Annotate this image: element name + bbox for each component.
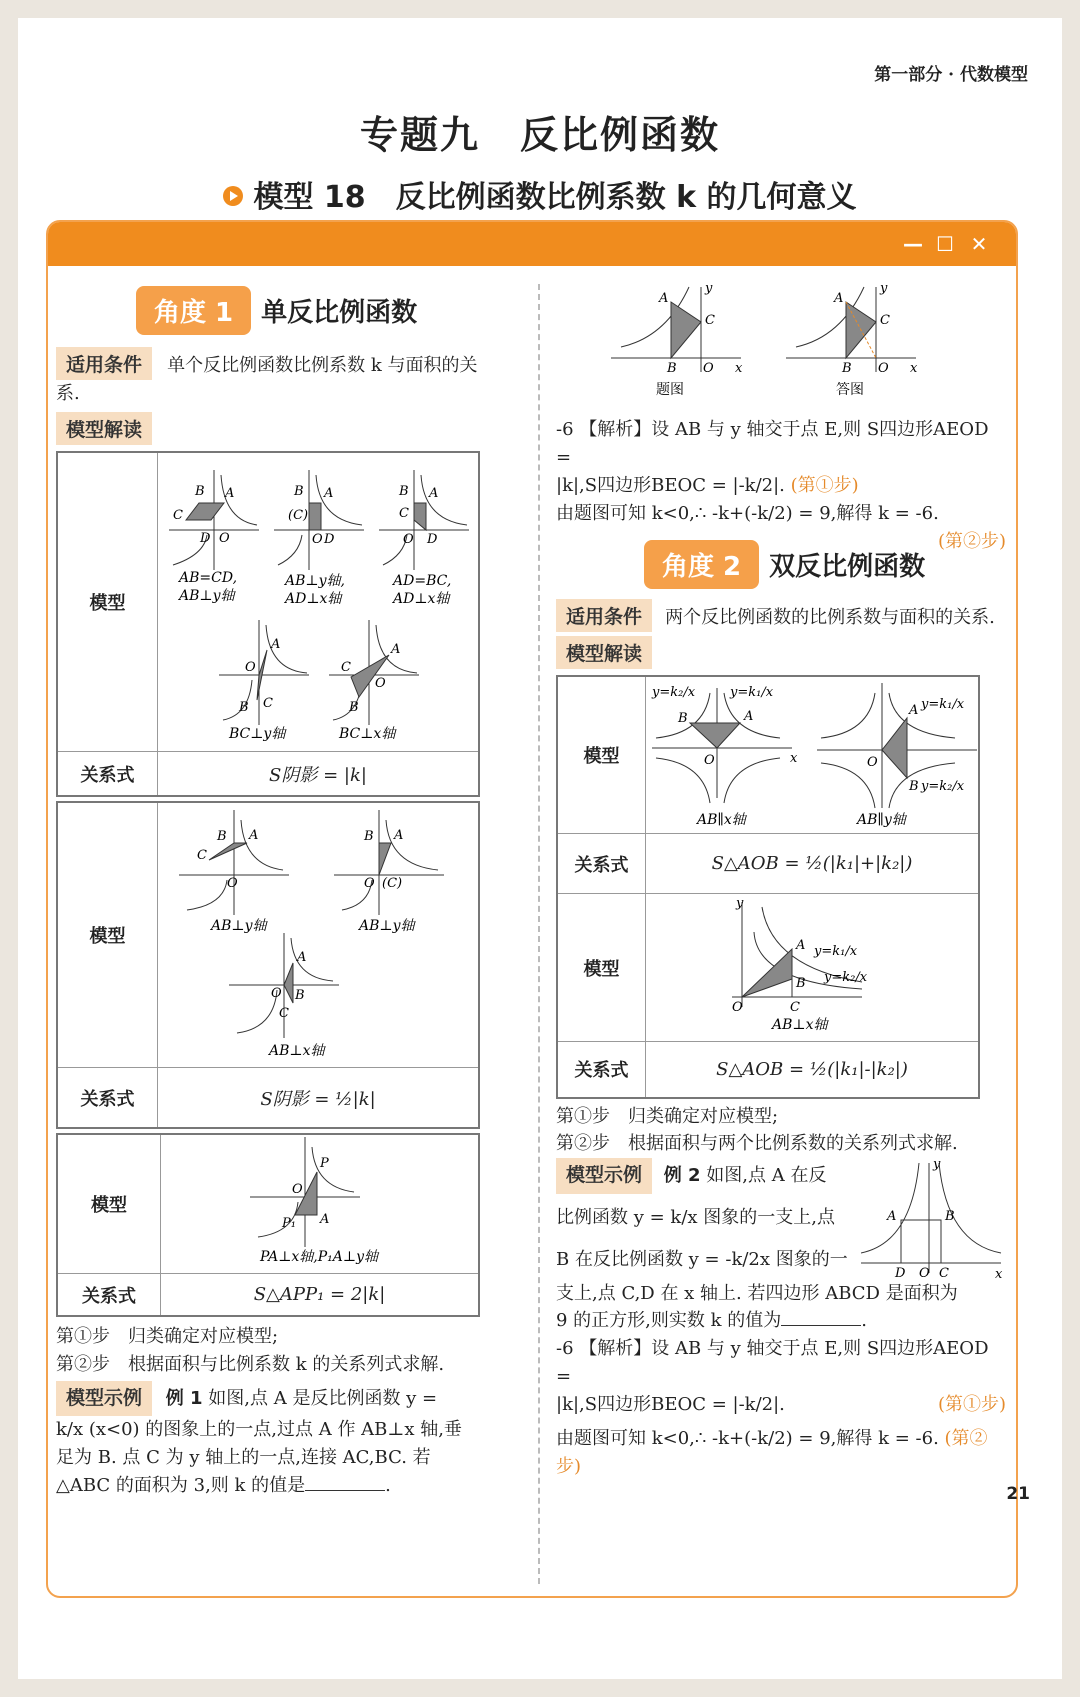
figure-caption: 答图 bbox=[836, 382, 864, 398]
row-header: 关系式 bbox=[57, 1274, 161, 1316]
condition-text: 两个反比例函数的比例系数与面积的关系. bbox=[665, 606, 995, 628]
example-number: 例 2 bbox=[663, 1165, 701, 1187]
svg-text:B: B bbox=[349, 700, 359, 716]
solution-line: |k|,S四边形BEOC = |-k/2|. bbox=[556, 1394, 785, 1416]
svg-text:B: B bbox=[945, 1209, 955, 1225]
caption: AB⊥y轴 bbox=[211, 918, 267, 935]
svg-text:C: C bbox=[939, 1266, 949, 1282]
svg-text:AB⊥y轴, bbox=[283, 573, 345, 589]
angle-1-title: 单反比例函数 bbox=[261, 298, 418, 328]
model-graphs-1 bbox=[159, 455, 477, 745]
example-text: k/x (x<0) 的图象上的一点,过点 A 作 AB⊥x 轴,垂 bbox=[56, 1419, 462, 1441]
svg-text:B: B bbox=[294, 484, 304, 500]
step-1: 第①步 归类确定对应模型; bbox=[56, 1325, 279, 1347]
row-header: 关系式 bbox=[57, 752, 158, 796]
caption: AB∥y轴 bbox=[857, 811, 906, 828]
window-titlebar bbox=[48, 222, 1016, 266]
svg-text:O: O bbox=[364, 876, 375, 892]
column-divider bbox=[538, 284, 540, 1584]
svg-text:AB⊥y轴 bbox=[357, 918, 416, 934]
svg-text:y=k₁/x: y=k₁/x bbox=[730, 684, 774, 700]
svg-text:O: O bbox=[878, 361, 889, 376]
svg-text:B: B bbox=[796, 975, 806, 991]
svg-text:AD=BC, bbox=[391, 573, 451, 589]
svg-text:A: A bbox=[744, 708, 754, 724]
angle-2-title: 双反比例函数 bbox=[769, 551, 926, 582]
row-header: 模型 bbox=[57, 452, 158, 752]
svg-text:C: C bbox=[197, 848, 207, 864]
caption: AD⊥x轴 bbox=[393, 591, 450, 608]
svg-text:题图 bbox=[656, 382, 684, 398]
svg-text:BC⊥y轴 bbox=[228, 726, 287, 742]
solution-1 bbox=[556, 416, 1006, 552]
relation-5: S△AOB = ½(|k₁|-|k₂|) bbox=[646, 1042, 980, 1098]
svg-text:A: A bbox=[834, 291, 844, 306]
svg-text:O: O bbox=[271, 986, 282, 1002]
svg-text:(C): (C) bbox=[288, 508, 309, 524]
relation-2: S阴影 = ½|k| bbox=[158, 1068, 480, 1128]
example-2-more: 支上,点 C,D 在 x 轴上. 若四边形 ABCD 是面积为 9 的正方形,则实数 k 的值为 . -6 【解析】设 AB 与 y 轴交于点 E,则 S四边形AEOD = |k|,S四边形BEOC = |-k/2|. (第①步) 由题图可知 k<0,∴ -k+(-k/2) = 9,解得 k = -6. (第②步) bbox=[556, 1280, 1006, 1481]
play-icon bbox=[223, 186, 243, 206]
svg-text:D: D bbox=[427, 532, 438, 548]
svg-text:B: B bbox=[364, 829, 374, 845]
step-marker: (第①步) bbox=[937, 1394, 1006, 1416]
step-marker: (第①步) bbox=[790, 474, 859, 496]
svg-text:B: B bbox=[678, 710, 688, 726]
caption: AD⊥x轴 bbox=[285, 591, 342, 608]
svg-text:A: A bbox=[225, 486, 235, 502]
solution-line: -6 【解析】设 AB 与 y 轴交于点 E,则 S四边形AEOD = bbox=[556, 1338, 989, 1388]
condition-text: 单个反比例函数比例系数 k 与面积的关系. bbox=[56, 355, 478, 404]
svg-text:B: B bbox=[195, 484, 205, 500]
svg-text:x: x bbox=[735, 361, 743, 376]
caption: AD=BC, bbox=[393, 573, 452, 590]
example-2 bbox=[556, 1158, 1006, 1480]
example-text: 如图,点 A 是反比例函数 y = bbox=[208, 1387, 438, 1409]
solution-line: 由题图可知 k<0,∴ -k+(-k/2) = 9,解得 k = -6. bbox=[556, 502, 939, 524]
svg-text:O: O bbox=[291, 1182, 303, 1198]
svg-text:x: x bbox=[790, 750, 798, 766]
svg-text:y=k₁/x: y=k₁/x bbox=[814, 943, 858, 959]
step-marker: (第②步) bbox=[937, 530, 1006, 552]
solution-line: |k|,S四边形BEOC = |-k/2|. bbox=[556, 474, 785, 496]
angle-2-tag: 角度 2 bbox=[644, 540, 759, 589]
svg-text:A: A bbox=[297, 950, 307, 966]
svg-text:O: O bbox=[732, 999, 743, 1015]
row-header: 模型 bbox=[57, 1134, 161, 1274]
step-2: 第②步 根据面积与两个比例系数的关系列式求解. bbox=[556, 1133, 958, 1155]
model-figures-2 bbox=[158, 802, 480, 1068]
model-table-4 bbox=[556, 675, 980, 1099]
svg-text:y=k₂/x: y=k₂/x bbox=[824, 969, 868, 985]
svg-text:P₁: P₁ bbox=[281, 1216, 296, 1232]
svg-text:O: O bbox=[227, 876, 238, 892]
right-column bbox=[556, 282, 1006, 1481]
model-figures-4 bbox=[646, 676, 980, 834]
svg-text:B: B bbox=[909, 778, 919, 794]
svg-text:y=k₁/x: y=k₁/x bbox=[921, 696, 965, 712]
model-table-3 bbox=[56, 1133, 480, 1317]
svg-text:C: C bbox=[341, 660, 351, 676]
left-steps bbox=[56, 1323, 486, 1379]
example-label: 模型示例 bbox=[56, 1381, 152, 1416]
example-text: 足为 B. 点 C 为 y 轴上的一点,连接 AC,BC. 若 bbox=[56, 1447, 431, 1468]
row-header: 模型 bbox=[557, 894, 646, 1042]
example-text: 如图,点 A 在反 bbox=[706, 1165, 827, 1187]
svg-text:O: O bbox=[375, 676, 386, 692]
example-1-figures bbox=[556, 282, 976, 412]
row-header: 关系式 bbox=[557, 1042, 646, 1098]
interpretation-label: 模型解读 bbox=[56, 412, 152, 445]
svg-text:AB=CD, bbox=[177, 570, 237, 586]
svg-text:C: C bbox=[399, 506, 409, 522]
svg-text:AD⊥x轴 bbox=[283, 591, 343, 607]
svg-text:AB⊥x轴 bbox=[267, 1043, 326, 1059]
svg-text:AB⊥y轴 bbox=[177, 588, 236, 604]
svg-text:O: O bbox=[245, 660, 256, 676]
example-text: 支上,点 C,D 在 x 轴上. 若四边形 ABCD 是面积为 bbox=[556, 1282, 958, 1304]
answer-blank bbox=[305, 1490, 385, 1491]
svg-text:(C): (C) bbox=[382, 876, 403, 892]
svg-text:A: A bbox=[324, 486, 334, 502]
svg-text:B: B bbox=[295, 988, 305, 1004]
svg-text:P: P bbox=[319, 1156, 329, 1172]
svg-text:A: A bbox=[271, 637, 281, 653]
caption: AB⊥y轴 bbox=[359, 918, 415, 935]
model-subtitle bbox=[0, 172, 1080, 216]
svg-text:C: C bbox=[790, 999, 800, 1015]
svg-text:A: A bbox=[429, 486, 439, 502]
svg-text:BC⊥x轴 bbox=[338, 726, 397, 742]
angle-1-tag: 角度 1 bbox=[136, 286, 251, 335]
solution-line: -6 【解析】设 AB 与 y 轴交于点 E,则 S四边形AEOD = bbox=[556, 419, 989, 468]
content-window bbox=[46, 220, 1018, 1598]
example-text: B 在反比例函数 y = -k/2x 图象的一 bbox=[556, 1248, 848, 1270]
minimize-icon[interactable]: — bbox=[903, 232, 923, 256]
svg-text:C: C bbox=[880, 313, 890, 328]
example-number: 例 1 bbox=[165, 1387, 203, 1409]
caption: AB∥x轴 bbox=[697, 811, 746, 828]
example-text: 比例函数 y = k/x 图象的一支上,点 bbox=[556, 1206, 835, 1228]
example-text: 9 的正方形,则实数 k 的值为 bbox=[556, 1310, 782, 1332]
svg-text:O: O bbox=[919, 1266, 930, 1282]
svg-text:AB∥x轴 bbox=[695, 812, 748, 828]
example-2-figure bbox=[861, 1158, 1006, 1288]
model-table-1 bbox=[56, 451, 480, 797]
svg-text:答图 bbox=[836, 382, 864, 398]
step-marker: (第②步) bbox=[556, 1428, 988, 1477]
row-header: 关系式 bbox=[557, 834, 646, 894]
svg-text:AB⊥y轴 bbox=[209, 918, 268, 934]
svg-text:AD⊥x轴 bbox=[391, 591, 451, 607]
svg-text:O: O bbox=[867, 754, 878, 770]
svg-text:B: B bbox=[667, 361, 677, 376]
svg-text:D: D bbox=[895, 1266, 906, 1282]
svg-text:x: x bbox=[910, 361, 918, 376]
model-graphs-4 bbox=[647, 678, 977, 828]
svg-text:A: A bbox=[659, 291, 669, 306]
svg-text:O: O bbox=[312, 532, 323, 548]
svg-text:y: y bbox=[933, 1158, 941, 1173]
svg-text:A: A bbox=[394, 828, 404, 844]
svg-text:AB∥y轴 bbox=[855, 812, 908, 828]
right-steps bbox=[556, 1103, 1006, 1159]
svg-text:A: A bbox=[909, 702, 919, 718]
interpretation-label: 模型解读 bbox=[556, 636, 652, 669]
svg-text:O: O bbox=[219, 531, 230, 547]
example-label: 模型示例 bbox=[556, 1158, 652, 1193]
left-column bbox=[56, 282, 486, 1500]
page-number: 21 bbox=[1006, 1484, 1030, 1504]
caption: BC⊥x轴 bbox=[339, 726, 396, 743]
caption: AB=CD, bbox=[179, 570, 238, 587]
relation-4: S△AOB = ½(|k₁|+|k₂|) bbox=[646, 834, 980, 894]
svg-text:O: O bbox=[403, 532, 414, 548]
example-1: 模型示例 例 1 如图,点 A 是反比例函数 y = k/x (x<0) 的图象上的一点,过点 A 作 AB⊥x 轴,垂 足为 B. 点 C 为 y 轴上的一点,连接 AC,BC. 若 △ABC 的面积为 3,则 k 的值是 . bbox=[56, 1381, 486, 1500]
relation-1: S阴影 = |k| bbox=[158, 752, 480, 796]
caption: BC⊥y轴 bbox=[229, 726, 286, 743]
model-graph-5 bbox=[712, 897, 912, 1035]
svg-text:D: D bbox=[200, 531, 211, 547]
model-figures-1 bbox=[158, 452, 480, 752]
model-figures-3 bbox=[161, 1134, 480, 1274]
svg-text:C: C bbox=[279, 1006, 289, 1022]
page-title: 专题九 反比例函数 bbox=[359, 113, 720, 157]
svg-text:AB⊥x轴 bbox=[770, 1017, 829, 1033]
close-icon[interactable]: ✕ bbox=[970, 232, 988, 256]
condition-label: 适用条件 bbox=[56, 347, 152, 380]
svg-text:A: A bbox=[249, 828, 259, 844]
svg-text:B: B bbox=[217, 829, 227, 845]
svg-text:O: O bbox=[703, 361, 714, 376]
example-2-text bbox=[556, 1158, 856, 1273]
caption: PA⊥x轴,P₁A⊥y轴 bbox=[259, 1249, 378, 1266]
svg-text:y: y bbox=[736, 896, 744, 911]
svg-text:y: y bbox=[705, 282, 713, 296]
svg-text:C: C bbox=[173, 508, 183, 524]
model-table-2 bbox=[56, 801, 480, 1129]
example-text: △ABC 的面积为 3,则 k 的值是 bbox=[56, 1474, 306, 1496]
svg-text:A: A bbox=[887, 1209, 897, 1225]
caption: AB⊥y轴 bbox=[179, 588, 235, 605]
answer-blank bbox=[781, 1325, 861, 1326]
caption: AB⊥y轴, bbox=[285, 573, 345, 590]
model-graph-3 bbox=[220, 1137, 420, 1267]
solution-line: 由题图可知 k<0,∴ -k+(-k/2) = 9,解得 k = -6. bbox=[556, 1428, 939, 1450]
svg-text:B: B bbox=[842, 361, 852, 376]
svg-text:A: A bbox=[391, 642, 401, 658]
svg-text:y=k₂/x: y=k₂/x bbox=[921, 778, 965, 794]
caption: AB⊥x轴 bbox=[269, 1043, 325, 1060]
row-header: 关系式 bbox=[57, 1068, 158, 1128]
row-header: 模型 bbox=[557, 676, 646, 834]
step-1: 第①步 归类确定对应模型; bbox=[556, 1105, 779, 1127]
maximize-icon[interactable]: ☐ bbox=[936, 232, 954, 256]
svg-text:D: D bbox=[324, 532, 335, 548]
relation-3: S△APP₁ = 2|k| bbox=[161, 1274, 480, 1316]
svg-text:B: B bbox=[399, 484, 409, 500]
svg-text:y=k₂/x: y=k₂/x bbox=[652, 684, 696, 700]
subtitle-text: 模型 18 反比例函数比例系数 k 的几何意义 bbox=[253, 180, 857, 215]
row-header: 模型 bbox=[57, 802, 158, 1068]
svg-text:C: C bbox=[263, 696, 273, 712]
svg-text:O: O bbox=[704, 752, 715, 768]
caption: AB⊥x轴 bbox=[772, 1016, 828, 1033]
figure-caption: 题图 bbox=[656, 382, 684, 398]
svg-text:A: A bbox=[319, 1212, 329, 1228]
svg-text:C: C bbox=[705, 313, 715, 328]
model-figures-5 bbox=[646, 894, 980, 1042]
svg-text:A: A bbox=[796, 937, 806, 953]
svg-text:PA⊥x轴,P₁A⊥y轴 bbox=[259, 1249, 380, 1265]
svg-text:y: y bbox=[880, 282, 888, 296]
condition-label: 适用条件 bbox=[556, 599, 652, 632]
model-graphs-2 bbox=[159, 805, 477, 1061]
svg-text:B: B bbox=[239, 700, 249, 716]
section-header: 第一部分 · 代数模型 bbox=[874, 65, 1028, 85]
svg-text:x: x bbox=[995, 1267, 1003, 1283]
step-2: 第②步 根据面积与比例系数 k 的关系列式求解. bbox=[56, 1353, 445, 1375]
